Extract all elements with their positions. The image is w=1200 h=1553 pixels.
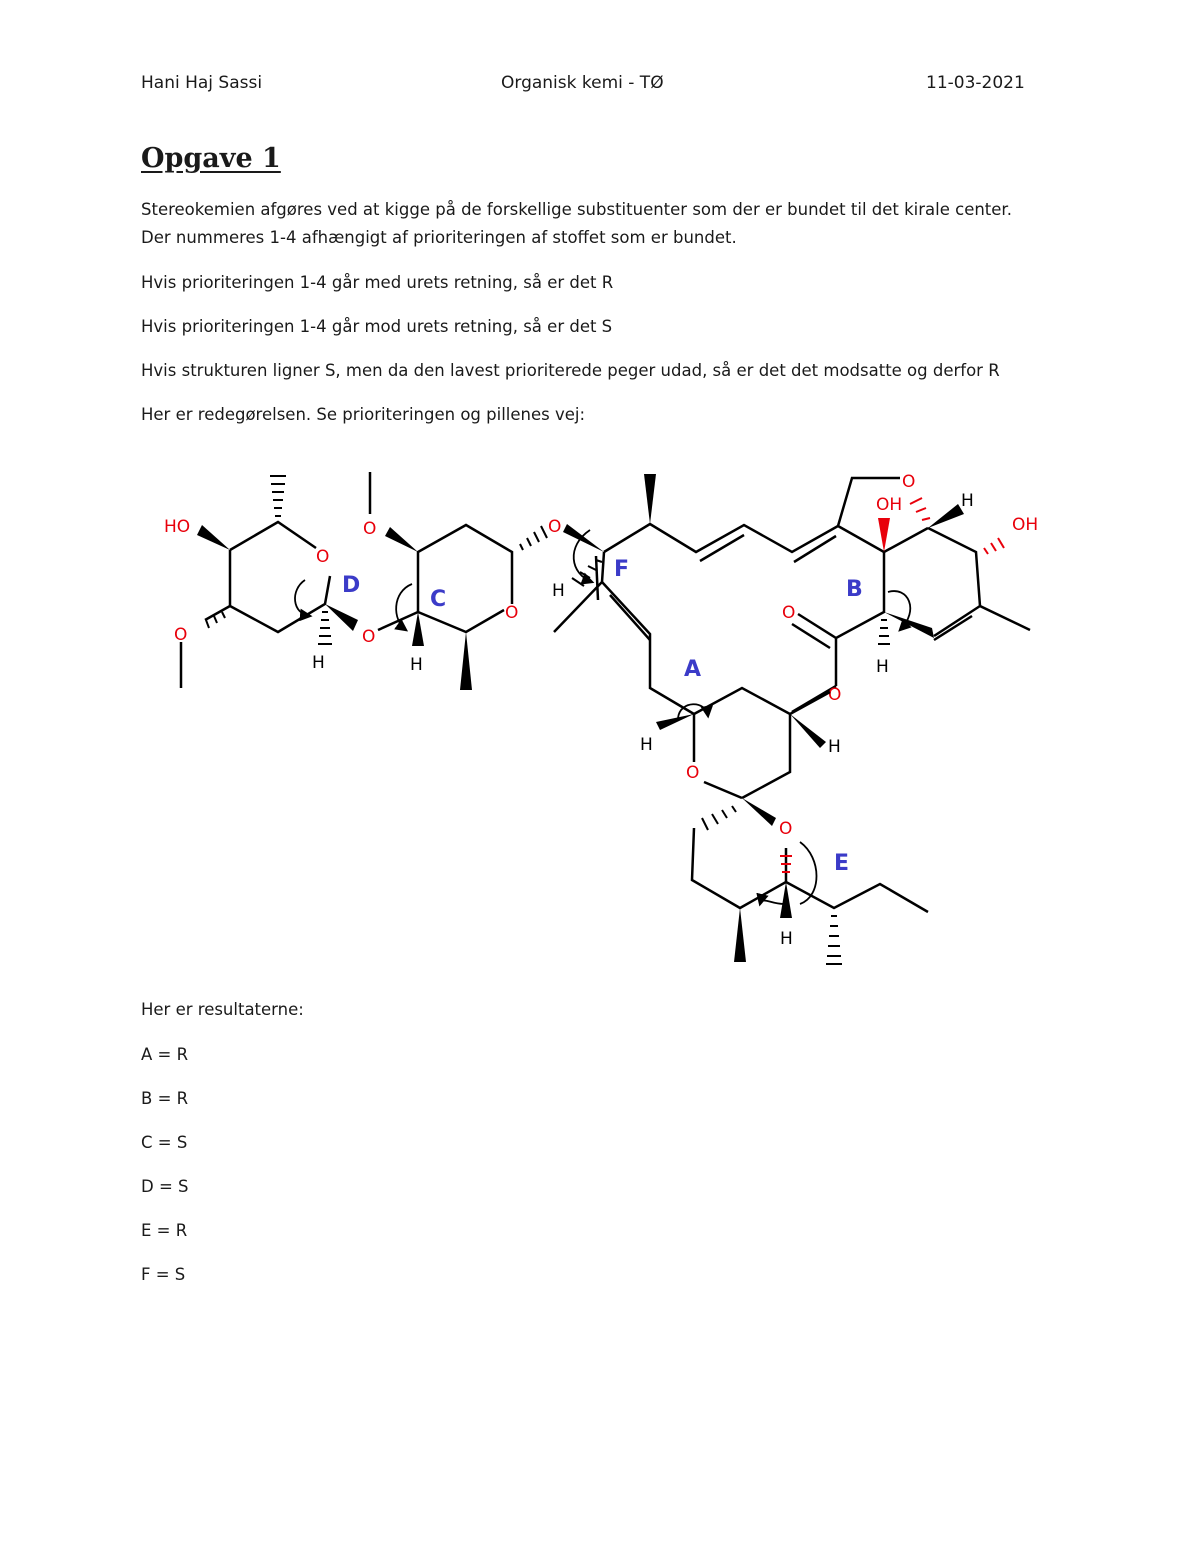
atom-label-o-f: O	[548, 517, 562, 537]
atom-label-o-a-ring: O	[686, 763, 700, 783]
atom-label-oh-b: OH	[876, 495, 903, 515]
atom-label-h-a: H	[640, 735, 653, 755]
hash-d-methyl	[270, 476, 286, 516]
arrow-e-return	[760, 900, 784, 904]
wedge-c-h	[412, 612, 424, 646]
atom-label-o-dc: O	[362, 627, 376, 647]
result-c: C = S	[141, 1133, 188, 1152]
wedge-c-ome	[385, 527, 418, 552]
atom-label-h-c: H	[410, 655, 423, 675]
ring-e-bonds	[692, 828, 928, 912]
result-f: F = S	[141, 1265, 186, 1284]
wedge-f-methyl	[644, 474, 656, 524]
center-label-f: F	[614, 557, 630, 582]
result-d: D = S	[141, 1177, 189, 1196]
header-author: Hani Haj Sassi	[141, 73, 263, 93]
result-e: E = R	[141, 1221, 188, 1240]
result-b: B = R	[141, 1089, 189, 1108]
wedge-e-h	[780, 882, 792, 918]
atom-label-o-carbonyl: O	[782, 603, 796, 623]
wedge-b-h	[928, 504, 964, 528]
page-title: Opgave 1	[141, 143, 281, 174]
arrow-c	[396, 584, 412, 630]
atom-label-h-d: H	[312, 653, 325, 673]
atom-label-o-b-top: O	[902, 472, 916, 492]
wedge-b-oh	[878, 518, 890, 552]
wedge-c-methyl	[460, 632, 472, 690]
atom-label-ho: HO	[164, 517, 191, 537]
wedge-a-hright	[790, 714, 826, 748]
center-label-b: B	[846, 577, 863, 602]
ring-d-bonds	[181, 522, 330, 688]
arrow-b	[888, 591, 910, 630]
molecule-structure-figure	[150, 460, 1050, 980]
hash-e-methyl	[826, 916, 842, 964]
center-label-c: C	[430, 587, 447, 612]
hash-b-ohright	[984, 538, 1004, 554]
paragraph-intro-1: Stereokemien afgøres ved at kigge på de forskellige substituenter som der er bundet til det kirale center.	[141, 200, 1012, 219]
paragraph-rule-r: Hvis prioriteringen 1-4 går med urets retning, så er det R	[141, 273, 614, 292]
header-course: Organisk kemi - TØ	[501, 73, 664, 93]
wedge-e-methyl	[734, 908, 746, 962]
atom-label-h-b: H	[876, 657, 889, 677]
center-label-a: A	[684, 657, 702, 682]
center-label-e: E	[834, 851, 850, 876]
results-intro: Her er resultaterne:	[141, 1000, 304, 1019]
center-label-d: D	[342, 573, 361, 598]
paragraph-rule-s: Hvis prioriteringen 1-4 går mod urets retning, så er det S	[141, 317, 613, 336]
wedge-a-h	[656, 714, 694, 730]
atom-label-h-b-top: H	[961, 491, 974, 511]
atom-label-h-f: H	[552, 581, 565, 601]
hash-b-h	[878, 620, 890, 644]
wedge-d-o	[325, 604, 358, 631]
atom-label-o-d-ome: O	[174, 625, 188, 645]
chain-bonds	[554, 524, 838, 714]
paragraph-intro-2: Der nummeres 1-4 afhængigt af prioriteringen af stoffet som er bundet.	[141, 228, 737, 247]
arrow-d	[295, 580, 310, 616]
atom-label-h-e: H	[780, 929, 793, 949]
wedge-a-o	[742, 798, 776, 826]
paragraph-rule-exception: Hvis strukturen ligner S, men da den lavest prioriterede peger udad, så er det det modsatte og derfor R	[141, 361, 1000, 380]
wedge-f-o	[563, 524, 604, 552]
header-date: 11-03-2021	[926, 73, 1025, 93]
hash-c-link	[520, 526, 547, 550]
atom-label-oh-right: OH	[1012, 515, 1039, 535]
atom-label-o-e: O	[779, 819, 793, 839]
atom-label-o-d-ring: O	[316, 547, 330, 567]
paragraph-explanation: Her er redegørelsen. Se prioriteringen og pillenes vej:	[141, 405, 586, 424]
hash-b-o	[910, 498, 930, 520]
atom-label-h-a-right: H	[828, 737, 841, 757]
hash-a-e	[702, 806, 736, 830]
atom-label-o-ester: O	[828, 685, 842, 705]
ring-a-bonds	[694, 688, 830, 798]
atom-label-o-c-ome: O	[363, 519, 377, 539]
hash-d-h	[318, 612, 332, 644]
atom-label-o-c-ring: O	[505, 603, 519, 623]
wedge-d-ho	[197, 525, 230, 550]
ring-b-bonds	[792, 478, 1030, 712]
result-a: A = R	[141, 1045, 189, 1064]
